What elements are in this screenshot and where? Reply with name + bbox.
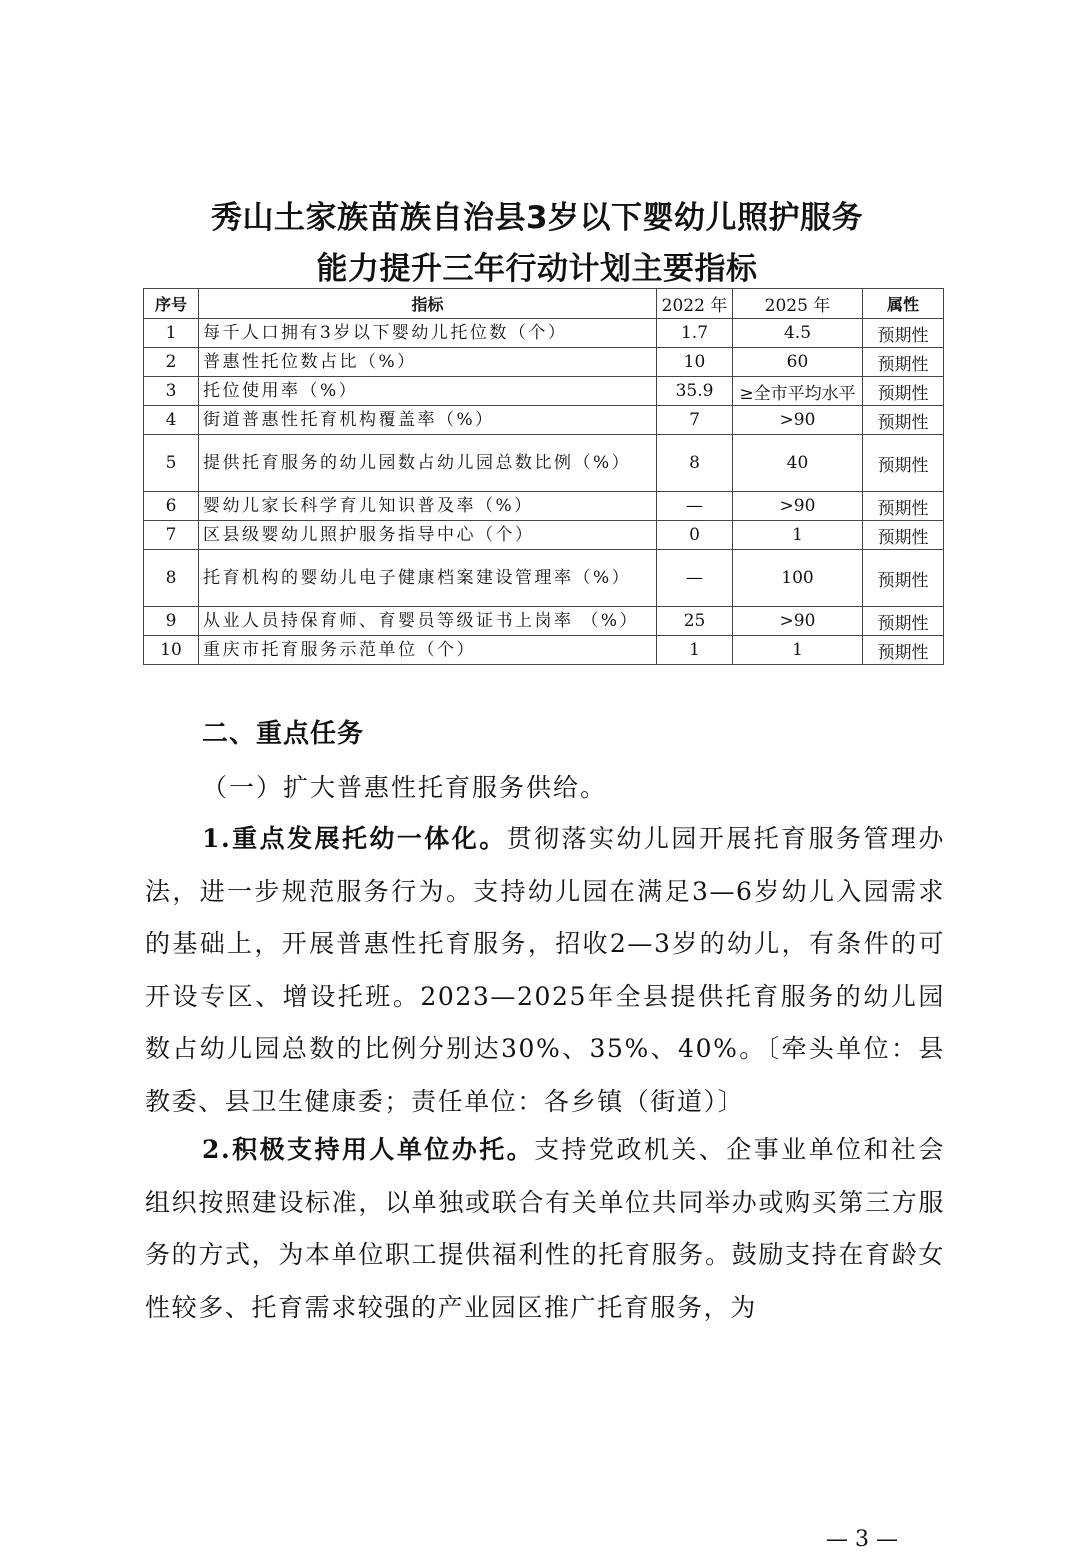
row-attribute: 预期性 bbox=[863, 406, 944, 435]
table-row bbox=[144, 550, 944, 607]
row-2025-value: 60 bbox=[733, 348, 863, 377]
header-attribute: 属性 bbox=[863, 289, 944, 319]
row-2025-value: >90 bbox=[733, 406, 863, 435]
row-2022-value: — bbox=[657, 550, 733, 607]
row-attribute: 预期性 bbox=[863, 348, 944, 377]
table-header-row bbox=[144, 289, 944, 319]
paragraph-2-lead: 2.积极支持用人单位办托。 bbox=[202, 1135, 535, 1164]
row-indicator: 托育机构的婴幼儿电子健康档案建设管理率（%） bbox=[199, 550, 657, 607]
row-no: 7 bbox=[144, 521, 199, 550]
row-indicator: 婴幼儿家长科学育儿知识普及率（%） bbox=[199, 492, 657, 521]
table-row bbox=[144, 435, 944, 492]
row-attribute: 预期性 bbox=[863, 636, 944, 665]
row-attribute: 预期性 bbox=[863, 435, 944, 492]
row-2025-value: 1 bbox=[733, 521, 863, 550]
row-2025-value: 1 bbox=[733, 636, 863, 665]
header-indicator: 指标 bbox=[199, 289, 657, 319]
row-attribute: 预期性 bbox=[863, 607, 944, 636]
row-no: 10 bbox=[144, 636, 199, 665]
paragraph-2-text: 支持党政机关、企事业单位和社会组织按照建设标准，以单独或联合有关单位共同举办或购买第三方服务的方式，为本单位职工提供福利性的托育服务。鼓励支持在育龄女性较多、托育需求较强的产业园区推广托育服务，为 bbox=[145, 1135, 945, 1322]
row-attribute: 预期性 bbox=[863, 521, 944, 550]
row-2025-value: 4.5 bbox=[733, 319, 863, 348]
document-title-line1: 秀山土家族苗族自治县3岁以下婴幼儿照护服务 bbox=[210, 200, 864, 236]
table-row bbox=[144, 607, 944, 636]
indicator-table bbox=[143, 288, 944, 665]
row-indicator: 街道普惠性托育机构覆盖率（%） bbox=[199, 406, 657, 435]
row-no: 2 bbox=[144, 348, 199, 377]
row-2022-value: 1 bbox=[657, 636, 733, 665]
table-row bbox=[144, 492, 944, 521]
row-indicator: 重庆市托育服务示范单位（个） bbox=[199, 636, 657, 665]
header-no: 序号 bbox=[144, 289, 199, 319]
row-2022-value: 7 bbox=[657, 406, 733, 435]
paragraph-1 bbox=[145, 813, 945, 1128]
document-title-line2: 能力提升三年行动计划主要指标 bbox=[316, 251, 758, 287]
row-no: 5 bbox=[144, 435, 199, 492]
row-indicator: 区县级婴幼儿照护服务指导中心（个） bbox=[199, 521, 657, 550]
paragraph-1-text: 贯彻落实幼儿园开展托育服务管理办法，进一步规范服务行为。支持幼儿园在满足3—6岁幼儿入园需求的基础上，开展普惠性托育服务，招收2—3岁的幼儿，有条件的可开设专区、增设托班。2023—2025年全县提供托育服务的幼儿园数占幼儿园总数的比例分别达30%、35%、40%。〔牵头单位：县教委、县卫生健康委；责任单位：各乡镇（街道）〕 bbox=[145, 824, 945, 1116]
row-attribute: 预期性 bbox=[863, 319, 944, 348]
header-2022: 2022 年 bbox=[657, 289, 733, 319]
table-row bbox=[144, 319, 944, 348]
table-row bbox=[144, 406, 944, 435]
row-2022-value: 25 bbox=[657, 607, 733, 636]
row-2025-value: 100 bbox=[733, 550, 863, 607]
row-2025-value: ≥全市平均水平 bbox=[733, 377, 863, 406]
row-no: 4 bbox=[144, 406, 199, 435]
row-2022-value: — bbox=[657, 492, 733, 521]
row-indicator: 每千人口拥有3岁以下婴幼儿托位数（个） bbox=[199, 319, 657, 348]
row-indicator: 提供托育服务的幼儿园数占幼儿园总数比例（%） bbox=[199, 435, 657, 492]
row-no: 1 bbox=[144, 319, 199, 348]
row-no: 3 bbox=[144, 377, 199, 406]
subsection-heading: （一）扩大普惠性托育服务供给。 bbox=[202, 773, 608, 802]
paragraph-1-lead: 1.重点发展托幼一体化。 bbox=[202, 824, 507, 853]
row-2022-value: 1.7 bbox=[657, 319, 733, 348]
row-attribute: 预期性 bbox=[863, 492, 944, 521]
paragraph-2 bbox=[145, 1124, 945, 1334]
row-2025-value: 40 bbox=[733, 435, 863, 492]
row-2022-value: 8 bbox=[657, 435, 733, 492]
row-2025-value: >90 bbox=[733, 607, 863, 636]
table-row bbox=[144, 521, 944, 550]
row-no: 6 bbox=[144, 492, 199, 521]
page-number: — 3 — bbox=[826, 1527, 898, 1552]
row-2022-value: 0 bbox=[657, 521, 733, 550]
row-2022-value: 35.9 bbox=[657, 377, 733, 406]
table-row bbox=[144, 377, 944, 406]
row-attribute: 预期性 bbox=[863, 550, 944, 607]
header-2025: 2025 年 bbox=[733, 289, 863, 319]
section-heading: 二、重点任务 bbox=[202, 719, 365, 749]
table-row bbox=[144, 348, 944, 377]
row-indicator: 托位使用率（%） bbox=[199, 377, 657, 406]
row-attribute: 预期性 bbox=[863, 377, 944, 406]
row-no: 8 bbox=[144, 550, 199, 607]
row-2025-value: >90 bbox=[733, 492, 863, 521]
row-2022-value: 10 bbox=[657, 348, 733, 377]
row-no: 9 bbox=[144, 607, 199, 636]
table-row bbox=[144, 636, 944, 665]
row-indicator: 从业人员持保育师、育婴员等级证书上岗率 （%） bbox=[199, 607, 657, 636]
row-indicator: 普惠性托位数占比（%） bbox=[199, 348, 657, 377]
